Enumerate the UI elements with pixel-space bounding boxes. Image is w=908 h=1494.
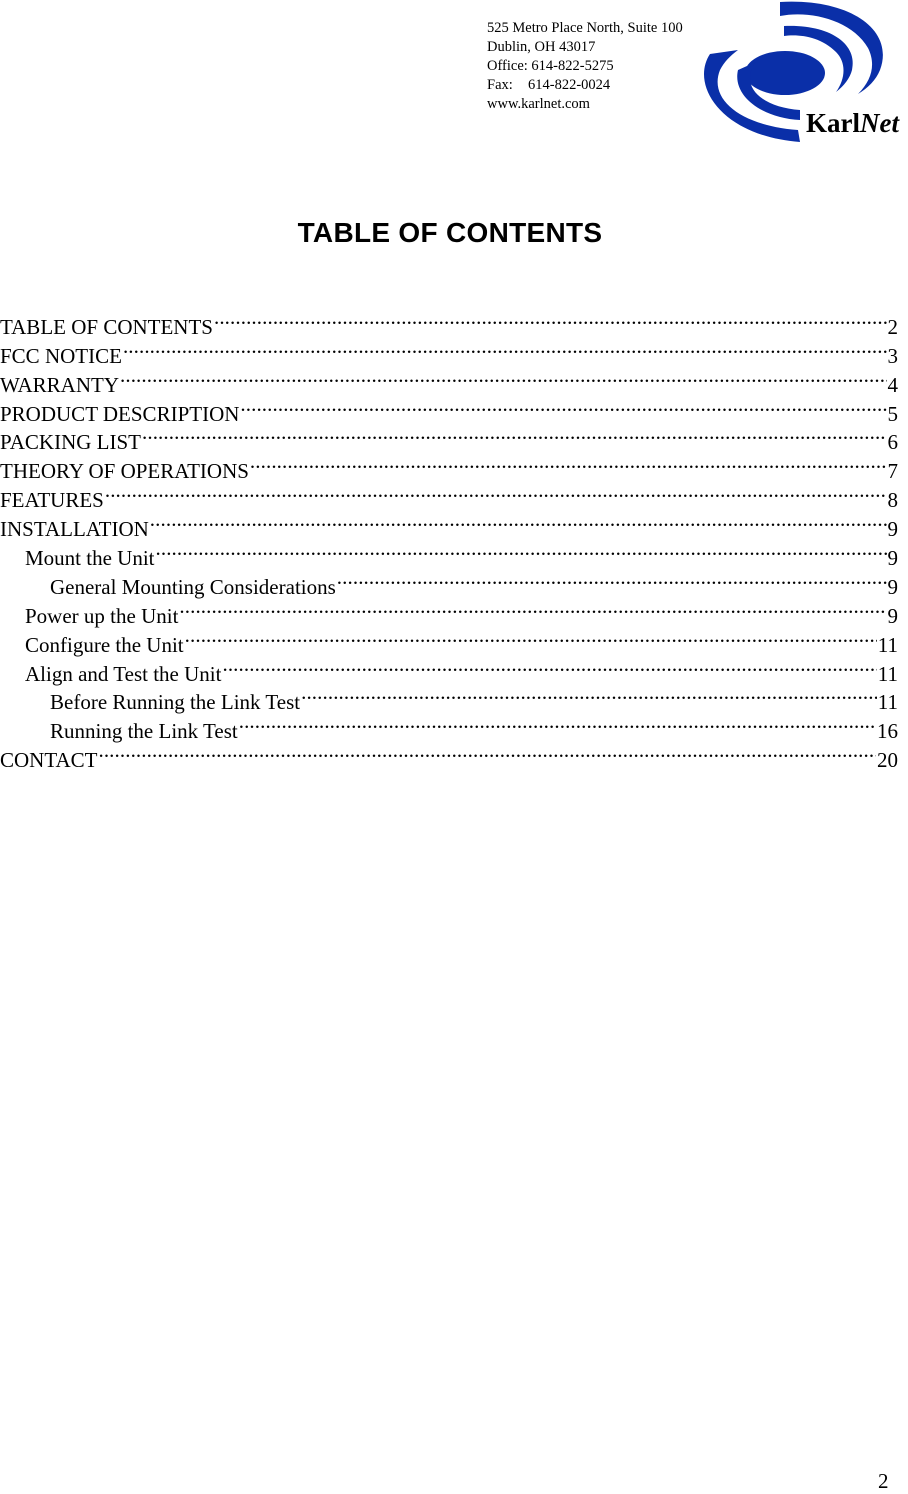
toc-entry-label: TABLE OF CONTENTS: [0, 314, 213, 339]
toc-entry[interactable]: [0, 392, 898, 426]
toc-dot-leader: [240, 392, 886, 421]
toc-dot-leader: [98, 738, 876, 767]
toc-entry-label: CONTACT: [0, 748, 98, 773]
toc-entry-page: 3: [887, 343, 898, 368]
toc-entry[interactable]: [0, 334, 898, 368]
toc-dot-leader: [214, 305, 887, 334]
toc-dot-leader: [150, 507, 887, 536]
office-phone: Office: 614-822-5275: [487, 58, 614, 74]
toc-entry-label: FEATURES: [0, 488, 104, 513]
toc-entry-label: Align and Test the Unit: [25, 661, 222, 686]
karlnet-logo: [680, 0, 908, 146]
toc-dot-leader: [301, 681, 877, 710]
toc-entry-page: 4: [887, 372, 898, 397]
toc-entry-page: 11: [877, 690, 898, 715]
toc-entry-label: Before Running the Link Test: [50, 690, 301, 715]
toc-entry-label: Configure the Unit: [25, 632, 184, 657]
toc-entry-label: PACKING LIST: [0, 430, 141, 455]
toc-entry-page: 11: [877, 661, 898, 686]
fax-row: [487, 76, 683, 95]
toc-dot-leader: [179, 594, 886, 623]
toc-dot-leader: [105, 478, 887, 507]
toc-entry-page: 2: [887, 314, 898, 339]
toc-entry-label: Running the Link Test: [50, 719, 238, 744]
toc-entry-page: 9: [887, 517, 898, 542]
toc-entry-page: 9: [887, 603, 898, 628]
toc-entry-page: 6: [887, 430, 898, 455]
page-number: 2: [878, 1469, 889, 1493]
toc-dot-leader: [120, 363, 887, 392]
toc-entry-page: 8: [887, 488, 898, 513]
company-address: [487, 19, 683, 114]
toc-entry-label: WARRANTY: [0, 372, 119, 397]
logo-text-karl: Karl: [806, 108, 860, 138]
toc-entry-page: 20: [877, 748, 898, 773]
fax-label: Fax:: [487, 77, 513, 93]
toc-entry-page: 11: [877, 632, 898, 657]
toc-entry[interactable]: [0, 363, 898, 397]
toc-dot-leader: [156, 536, 887, 565]
toc-entry-page: 16: [877, 719, 898, 744]
logo-wordmark: [806, 108, 899, 139]
logo-text-net: Net: [860, 108, 899, 138]
toc-entry-page: 9: [887, 574, 898, 599]
toc-dot-leader: [142, 421, 887, 450]
toc-entry[interactable]: [0, 305, 898, 339]
fax-number: 614-822-0024: [528, 77, 611, 93]
logo-center-ellipse: [745, 51, 825, 95]
toc-entry-label: General Mounting Considerations: [50, 574, 336, 599]
toc-entry[interactable]: [0, 478, 898, 513]
toc-entry-page: 5: [887, 401, 898, 426]
toc-entry-label: INSTALLATION: [0, 517, 149, 542]
table-of-contents: [0, 305, 898, 773]
toc-entry[interactable]: [0, 738, 898, 773]
toc-entry[interactable]: [0, 507, 898, 542]
website: www.karlnet.com: [487, 96, 590, 112]
toc-entry-label: Mount the Unit: [25, 546, 155, 571]
toc-entry-label: THEORY OF OPERATIONS: [0, 459, 249, 484]
toc-dot-leader: [337, 565, 887, 594]
toc-entry-label: FCC NOTICE: [0, 343, 122, 368]
toc-entry-page: 9: [887, 546, 898, 571]
toc-dot-leader: [250, 449, 887, 478]
address-line-2: Dublin, OH 43017: [487, 39, 596, 55]
address-line-1: 525 Metro Place North, Suite 100: [487, 20, 683, 36]
toc-dot-leader: [185, 623, 877, 652]
toc-dot-leader: [123, 334, 887, 363]
toc-dot-leader: [222, 652, 876, 681]
toc-entry-label: Power up the Unit: [25, 603, 179, 628]
toc-dot-leader: [239, 709, 876, 738]
toc-entry-page: 7: [887, 459, 898, 484]
page-title: TABLE OF CONTENTS: [297, 217, 603, 248]
toc-entry-label: PRODUCT DESCRIPTION: [0, 401, 240, 426]
